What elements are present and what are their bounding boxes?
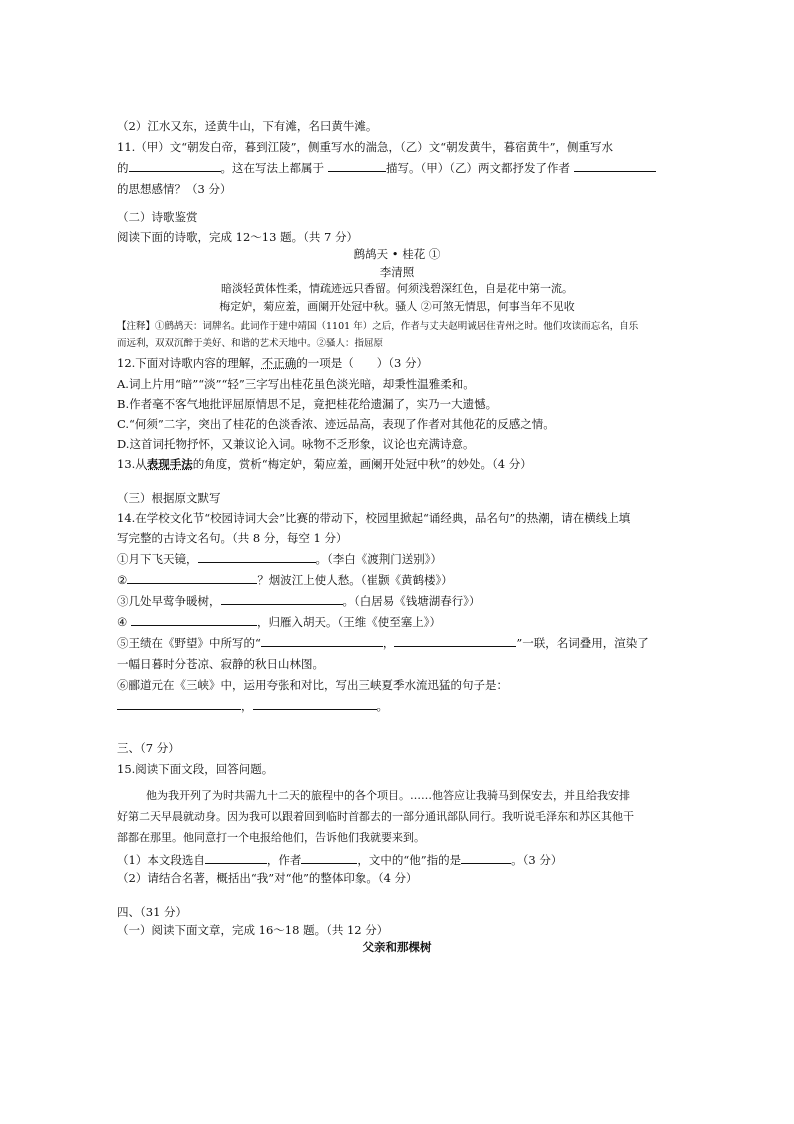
option-d[interactable]: D.这首词托物抒怀，又兼议论入词。咏物不乏形象，议论也充满诗意。 bbox=[117, 437, 475, 451]
fill-item-1: ①月下飞天镜， 。（李白《渡荆门送别》） bbox=[117, 552, 442, 566]
answer-blank[interactable] bbox=[131, 615, 257, 626]
poem-line: 梅定妒，菊应羞，画阑开处冠中秋。骚人 ②可煞无情思，何事当年不见收 bbox=[219, 300, 575, 313]
fill-item-5-cont: 一幅日暮时分苍凉、寂静的秋日山林图。 bbox=[117, 657, 324, 671]
question-14-line2: 写完整的古诗文名句。（共 8 分，每空 1 分） bbox=[117, 531, 348, 545]
annotation: 【注释】①鹧鸪天：词牌名。此词作于建中靖国（1101 年）之后，作者与丈夫赵明诚居住青州之时。他们攻读而忘名，自乐 bbox=[117, 321, 639, 332]
answer-blank[interactable] bbox=[253, 699, 377, 710]
part-heading: 四、（31 分） bbox=[117, 905, 188, 919]
passage-line: 好第二天早晨就动身。因为我可以跟着回到临时首都去的一部分通讯部队同行。我听说毛泽东和苏区其他干 bbox=[117, 810, 634, 823]
poem-title: 鹧鸪天 • 桂花 ① bbox=[353, 247, 441, 261]
question-11-line1: 11.（甲）文“朝发白帝，暮到江陵”，侧重写水的湍急，（乙）文“朝发黄牛，暮宿黄牛”，侧重写水 bbox=[117, 140, 614, 154]
answer-blank[interactable] bbox=[205, 853, 267, 864]
section-heading: （一）阅读下面文章，完成 16～18 题。（共 12 分） bbox=[117, 923, 389, 937]
answer-blank[interactable] bbox=[117, 699, 241, 710]
poem-author: 李清照 bbox=[379, 265, 415, 279]
answer-blank[interactable] bbox=[127, 573, 257, 584]
option-a[interactable]: A.词上片用“暗”“淡”“轻”三字写出桂花虽色淡光暗，却秉性温雅柔和。 bbox=[117, 377, 475, 391]
question-15-2: （2）请结合名著，概括出“我”对“他”的整体印象。（4 分） bbox=[117, 871, 418, 885]
answer-blank[interactable] bbox=[301, 853, 357, 864]
question-15: 15.阅读下面文段，回答问题。 bbox=[117, 762, 274, 776]
answer-blank[interactable] bbox=[198, 552, 316, 563]
option-c[interactable]: C.“何须”二字，突出了桂花的色淡香浓、迹远品高，表现了作者对其他花的反感之情。 bbox=[117, 417, 555, 431]
answer-blank[interactable] bbox=[129, 161, 221, 172]
section-heading: （二）诗歌鉴赏 bbox=[117, 210, 198, 224]
fill-item-2: ② ？烟波江上使人愁。（崔颢《黄鹤楼》） bbox=[117, 573, 453, 587]
fill-item-6-blanks: ， 。 bbox=[117, 699, 388, 713]
article-title: 父亲和那棵树 bbox=[362, 940, 432, 954]
answer-blank[interactable] bbox=[261, 636, 383, 647]
option-b[interactable]: B.作者毫不客气地批评屈原情思不足，竟把桂花给遗漏了，实乃一大遗憾。 bbox=[117, 397, 498, 411]
answer-blank[interactable] bbox=[461, 853, 511, 864]
question-11-line2: 的 。这在写法上都属于 描写。（甲）（乙）两文都抒发了作者 bbox=[117, 161, 656, 175]
section-heading: （三）根据原文默写 bbox=[117, 491, 221, 505]
part-heading: 三、（7 分） bbox=[117, 741, 180, 755]
question-15-1: （1）本文段选自 ，作者 ，文中的“他”指的是 。（3 分） bbox=[117, 853, 563, 867]
fill-item-5: ⑤王绩在《野望》中所写的“ ， ”一联，名词叠用，渲染了 bbox=[117, 636, 649, 650]
passage-line: 部都在那里。他同意打一个电报给他们，告诉他们我就要来到。 bbox=[117, 831, 425, 844]
passage-line: 他为我开列了为时共需九十二天的旅程中的各个项目。……他答应让我骑马到保安去，并且给我安排 bbox=[146, 789, 630, 802]
fill-item-4: ④ ，归雁入胡天。（王维《使至塞上》） bbox=[117, 615, 441, 629]
poem-line: 暗淡轻黄体性柔，情疏迹远只香留。何须浅碧深红色，自是花中第一流。 bbox=[221, 282, 573, 295]
fill-item-3: ③几处早莺争暖树， 。（白居易《钱塘湖春行》） bbox=[117, 594, 481, 608]
question-14-line1: 14.在学校文化节“校园诗词大会”比赛的带动下，校园里掀起“诵经典，品名句”的热潮，请在横线上填 bbox=[117, 511, 631, 525]
question-11-line3: 的思想感情？（3 分） bbox=[117, 182, 232, 196]
instruction: 阅读下面的诗歌，完成 12～13 题。（共 7 分） bbox=[117, 230, 358, 244]
annotation: 而远利，双双沉醉于美好、和谐的艺术天地中。②骚人：指屈原 bbox=[117, 338, 384, 349]
fill-item-6: ⑥郦道元在《三峡》中，运用夸张和对比，写出三峡夏季水流迅猛的句子是： bbox=[117, 678, 508, 692]
answer-blank[interactable] bbox=[328, 161, 386, 172]
text-line: （2）江水又东，迳黄牛山，下有滩，名曰黄牛滩。 bbox=[117, 119, 378, 133]
question-12: 12.下面对诗歌内容的理解，不正确的一项是（ ）（3 分） bbox=[117, 356, 429, 370]
answer-blank[interactable] bbox=[574, 161, 656, 172]
question-13: 13.从表现手法的角度，赏析“梅定妒，菊应羞，画阑开处冠中秋”的妙处。（4 分） bbox=[117, 457, 532, 471]
answer-blank[interactable] bbox=[394, 636, 516, 647]
answer-blank[interactable] bbox=[221, 594, 343, 605]
